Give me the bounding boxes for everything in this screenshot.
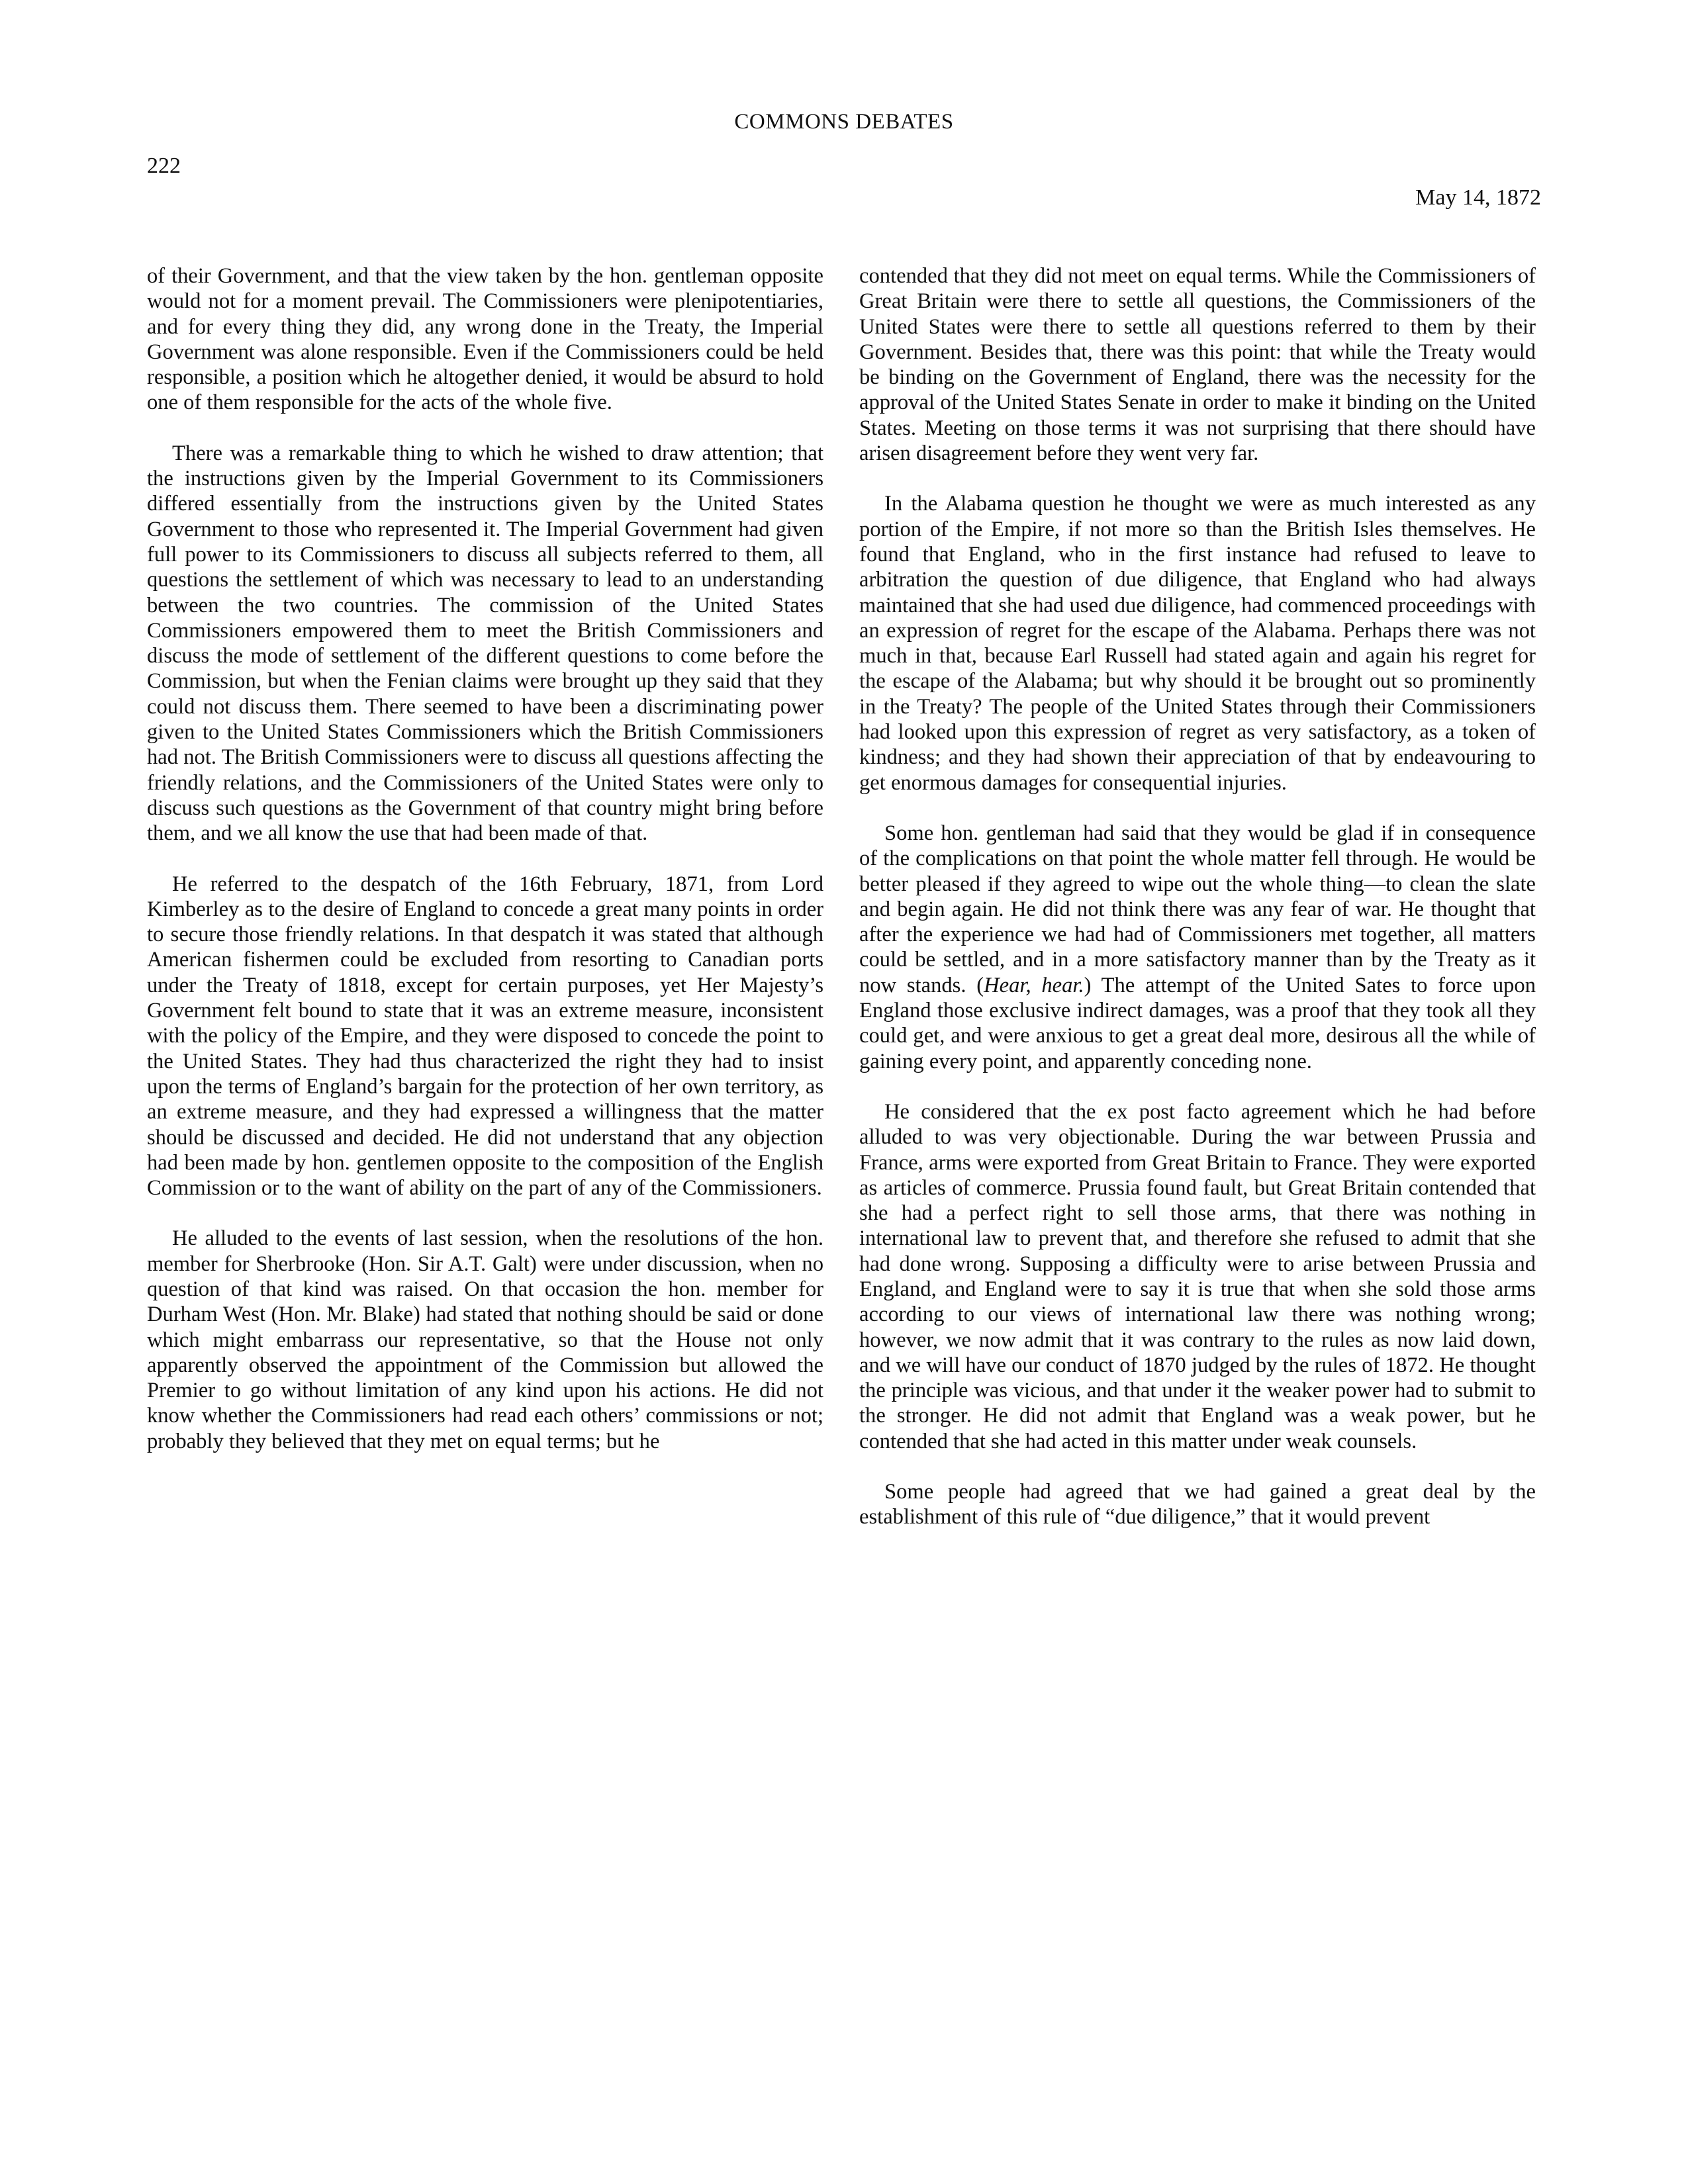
paragraph: He considered that the ex post facto agreement which he had before alluded to was very objectionable. During the war between Prussia and France, arms were exported from Great Britain to France. They were exported as articles of commerce. Prussia found fault, but Great Britain contended that she had a perfect right to sell those arms, that there was nothing in international law to prevent that, and therefore she refused to admit that she had done wrong. Supposing a difficulty were to arise between Prussia and England, and England were to say it is true that when she sold those arms according to our views of international law there was nothing wrong; however, we now admit that it was contrary to the rules as now laid down, and we will have our conduct of 1870 judged by the rules of 1872. He thought the principle was vicious, and that under it the weaker power had to submit to the stronger. He did not admit that England was a weak power, but he contended that she had acted in this matter under weak counsels. <box>859 1099 1536 1453</box>
paragraph: He referred to the despatch of the 16th February, 1871, from Lord Kimberley as to the desire of England to concede a great many points in order to secure those friendly relations. In that despatch it was stated that although American fishermen could be excluded from resorting to Canadian ports under the Treaty of 1818, except for certain purposes, yet Her Majesty’s Government felt bound to state that it was an extreme measure, inconsistent with the policy of the Empire, and they were disposed to concede the point to the United States. They had thus characterized the right they had to insist upon the terms of England’s bargain for the protection of her own territory, as an extreme measure, and they had expressed a willingness that the matter should be discussed and decided. He did not understand that any objection had been made by hon. gentlemen opposite to the composition of the English Commission or to the want of ability on the part of any of the Commissioners. <box>147 872 823 1201</box>
paragraph: Some people had agreed that we had gained a great deal by the establishment of this rule of “due diligence,” that it would prevent <box>859 1480 1536 1529</box>
paragraph-text: ) The attempt of the United Sates to force upon England those exclusive indirect damages, was a proof that they took all they could get, and were anxious to get a great deal more, desirous all the while of gaining every point, and apparently conceding none. <box>859 973 1536 1073</box>
running-head: COMMONS DEBATES <box>734 110 954 134</box>
page-date: May 14, 1872 <box>1415 185 1541 210</box>
paragraph-text: Some hon. gentleman had said that they would be glad if in consequence of the complications on that point the whole matter fell through. He would be better pleased if they agreed to wipe out the whole thing—to clean the slate and begin again. He did not think there was any fear of war. He thought that after the experience we had had of Commissioners met together, all matters could be settled, and in a more satisfactory manner than by the Treaty as it now stands. ( <box>859 821 1536 997</box>
left-column <box>147 263 823 1454</box>
paragraph: of their Government, and that the view taken by the hon. gentleman opposite would not for a moment prevail. The Commissioners were plenipotentiaries, and for every thing they did, any wrong done in the Treaty, the Imperial Government was alone responsible. Even if the Commissioners could be held responsible, a position which he altogether denied, it would be absurd to hold one of them responsible for the acts of the whole five. <box>147 264 823 415</box>
page-number: 222 <box>147 154 181 178</box>
paragraph <box>859 821 1536 1074</box>
right-column <box>859 263 1536 1530</box>
interjection: Hear, hear. <box>984 973 1084 997</box>
paragraph: In the Alabama question he thought we were as much interested as any portion of the Empire, if not more so than the British Isles themselves. He found that England, who in the first instance had refused to leave to arbitration the question of due diligence, that England who had always maintained that she had used due diligence, had commenced proceedings with an expression of regret for the escape of the Alabama. Perhaps there was not much in that, because Earl Russell had stated again and again his regret for the escape of the Alabama; but why should it be brought out so prominently in the Treaty? The people of the United States through their Commissioners had looked upon this expression of regret as very satisfactory, as a token of kindness; and they had shown their appreciation of that by endeavouring to get enormous damages for consequential injuries. <box>859 492 1536 795</box>
paragraph: contended that they did not meet on equal terms. While the Commissioners of Great Britain were there to settle all questions, the Commissioners of the United States were there to settle all questions referred to them by their Government. Besides that, there was this point: that while the Treaty would be binding on the Government of England, there was the necessity for the approval of the United States Senate in order to make it binding on the United States. Meeting on those terms it was not surprising that there should have arisen disagreement before they went very far. <box>859 264 1536 466</box>
paragraph: There was a remarkable thing to which he wished to draw attention; that the instructions given by the Imperial Government to its Commissioners differed essentially from the instructions given by the United States Government to those who represented it. The Imperial Government had given full power to its Commissioners to discuss all subjects referred to them, all questions the settlement of which was necessary to lead to an understanding between the two countries. The commission of the United States Commissioners empowered them to meet the British Commissioners and discuss the mode of settlement of the different questions to come before the Commission, but when the Fenian claims were brought up they said that they could not discuss them. There seemed to have been a discriminating power given to the United States Commissioners which the British Commissioners had not. The British Commissioners were to discuss all questions affecting the friendly relations, and the Commissioners of the United States were only to discuss such questions as the Government of that country might bring before them, and we all know the use that had been made of that. <box>147 441 823 846</box>
paragraph: He alluded to the events of last session, when the resolutions of the hon. member for Sherbrooke (Hon. Sir A.T. Galt) were under discussion, when no question of that kind was raised. On that occasion the hon. member for Durham West (Hon. Mr. Blake) had stated that nothing should be said or done which might embarrass our representative, so that the House not only apparently observed the appointment of the Commission but allowed the Premier to go without limitation of any kind upon his actions. He did not know whether the Commissioners had read each others’ commissions or not; probably they believed that they met on equal terms; but he <box>147 1226 823 1453</box>
